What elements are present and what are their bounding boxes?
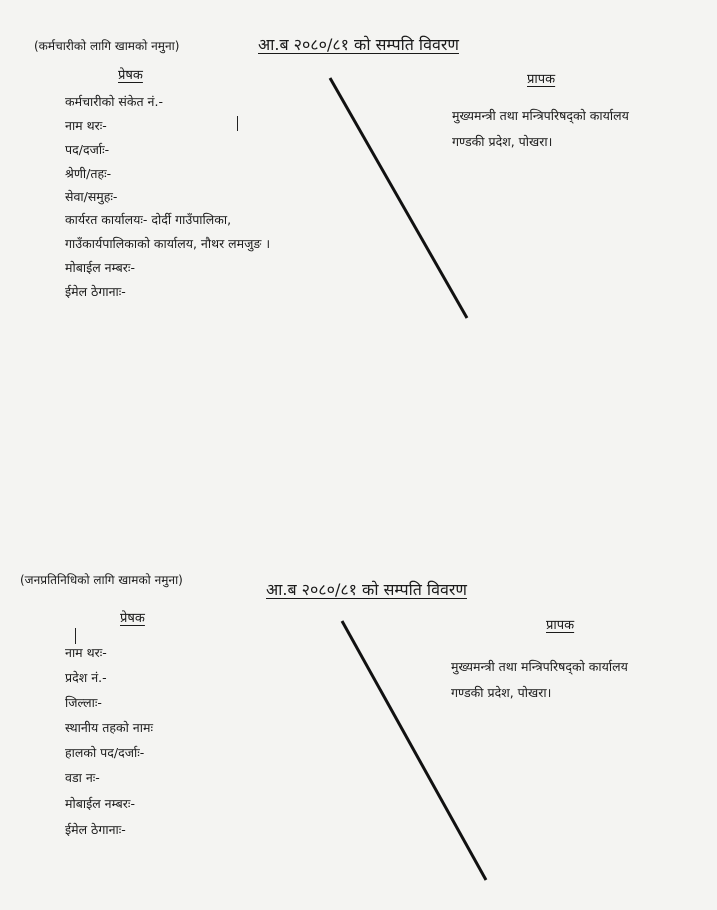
form2-field-ward: वडा नः- [65,770,100,785]
form2-receiver-line-2: गण्डकी प्रदेश, पोखरा। [451,685,552,700]
form2-field-local-level: स्थानीय तहको नामः [65,720,153,735]
form2-field-province: प्रदेश नं.- [65,670,107,685]
form1-field-mobile: मोबाईल नम्बरः- [65,260,135,275]
form1-title: आ.ब २०८०/८१ को सम्पति विवरण [258,35,459,54]
form2-title: आ.ब २०८०/८१ को सम्पति विवरण [266,580,467,599]
form2-receiver-line-1: मुख्यमन्त्री तथा मन्त्रिपरिषद्को कार्यालय [451,659,628,674]
form1-field-post: पद/दर्जाः- [65,142,110,157]
form1-diagonal-line [330,78,467,318]
form1-note: (कर्मचारीको लागि खामको नमुना) [34,39,180,53]
form2-field-current-post: हालको पद/दर्जाः- [65,745,145,760]
form1-field-level: श्रेणी/तहः- [65,166,112,181]
form1-field-employee-code: कर्मचारीको संकेत नं.- [65,94,163,109]
form2-receiver-heading: प्रापक [546,618,575,633]
form1-receiver-heading: प्रापक [527,72,556,87]
form2-field-name: नाम थरः- [65,645,107,660]
form1-sender-heading: प्रेषक [118,68,143,83]
form2-field-mobile: मोबाईल नम्बरः- [65,796,135,811]
form1-receiver-line-1: मुख्यमन्त्री तथा मन्त्रिपरिषद्को कार्यालय [452,108,629,123]
form1-field-email: ईमेल ठेगानाः- [65,284,126,299]
form1-field-office: कार्यरत कार्यालयः- दोर्दी गाउँपालिका, [65,212,232,227]
form2-note: (जनप्रतिनिधिको लागि खामको नमुना) [20,573,183,587]
form1-field-service: सेवा/समुहः- [65,189,118,204]
form2-sender-heading: प्रेषक [120,611,145,626]
form2-field-email: ईमेल ठेगानाः- [65,822,126,837]
text-cursor [237,116,238,131]
text-cursor [75,628,76,644]
form1-field-office-cont: गाउँकार्यपालिकाको कार्यालय, नौथर लमजुङ । [65,236,271,251]
form1-receiver-line-2: गण्डकी प्रदेश, पोखरा। [452,134,553,149]
form1-field-name: नाम थरः- [65,118,107,133]
form2-field-district: जिल्लाः- [65,695,102,710]
